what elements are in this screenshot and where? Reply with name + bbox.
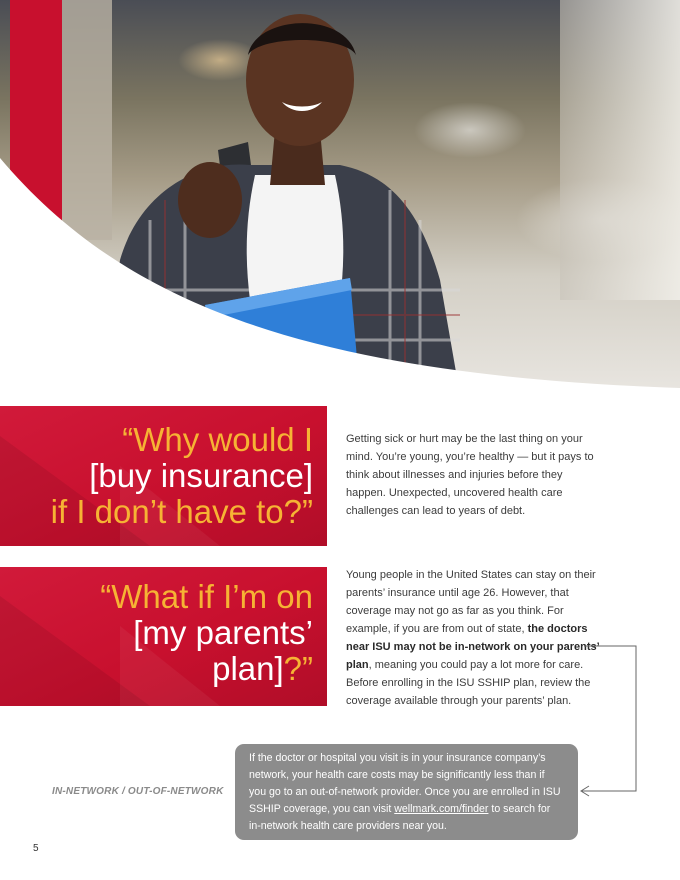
finder-link[interactable]: wellmark.com/finder [394,803,489,815]
paragraph-text: Young people in the United States can stay on their parents’ insurance until age 26. However, that coverage may not go as far as you think. For example, if you are from out of state, [346,569,596,635]
quote-line [100,651,313,687]
quote-line: [buy insurance] [89,457,313,494]
quote-panel-buy-insurance [0,406,327,546]
callout-box [235,744,578,840]
paragraph-emphasis: the doctors near ISU may not be in-network on your parents’ plan [346,623,600,671]
quote-line: [my parents’ [133,614,313,651]
hero-photo [0,0,680,395]
quote-fragment: plan] [212,650,284,687]
quote-line: if I don’t have to?” [50,493,313,530]
quote-line: “Why would I [122,421,313,458]
paragraph-text: , meaning you could pay a lot more for care. Before enrolling in the ISU SSHIP plan, review the coverage available through your parents’ plan. [346,659,591,707]
paragraph-parents-plan [346,566,601,710]
page-number: 5 [33,843,39,854]
white-curve [0,0,680,395]
quote-heading [51,422,313,530]
callout-label: IN-NETWORK / OUT-OF-NETWORK [52,786,224,797]
quote-panel-parents-plan [0,567,327,706]
callout-text: If the doctor or hospital you visit is in your insurance company’s network, your health care costs may be significantly less than if you go to an out-of-network provider. Once you are enrolled in ISU SSHIP coverage, you can visit [249,752,561,815]
quote-fragment: ?” [283,650,313,687]
paragraph-why-insurance: Getting sick or hurt may be the last thing on your mind. You’re young, you’re healthy — but it pays to think about illnesses and injuries before they happen. Unexpected, uncovered health care challenges can lead to years of debt. [346,433,594,517]
quote-heading [100,579,313,687]
quote-line: “What if I’m on [100,578,313,615]
callout-text: to search for in-network health care providers near you. [249,803,551,832]
